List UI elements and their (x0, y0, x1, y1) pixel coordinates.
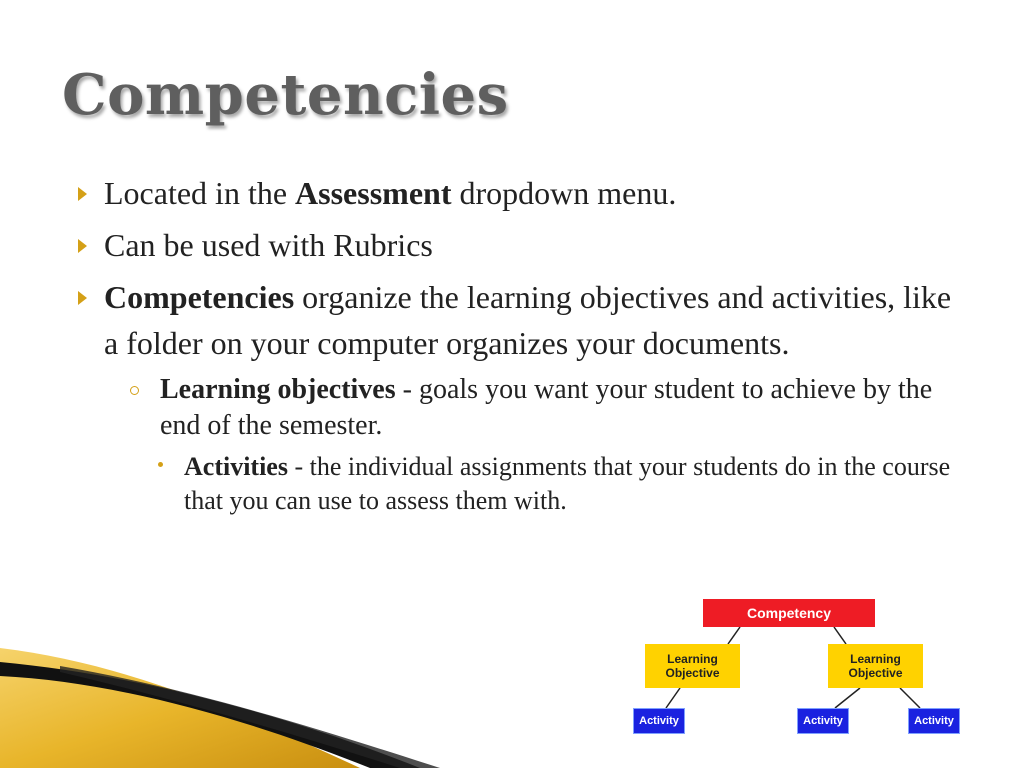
bullet-rubrics: Can be used with Rubrics (72, 222, 952, 268)
bullet-competencies: Competencies organize the learning objectives and activities, like a folder on your computer organizes your documents. (72, 274, 952, 366)
competency-box: Competency (703, 599, 875, 627)
learning-objective-box-left: Learning Objective (645, 644, 740, 688)
arrow-bullet-icon (78, 291, 87, 305)
ring-bullet-icon (130, 386, 139, 395)
arrow-bullet-icon (78, 187, 87, 201)
dot-bullet-icon (158, 462, 163, 467)
page-title: Competencies (62, 62, 509, 128)
activity-box-1: Activity (633, 708, 685, 734)
sub-bullet-learning-objectives: Learning objectives - goals you want your student to achieve by the end of the semester. (130, 372, 952, 444)
learning-objective-box-right: Learning Objective (828, 644, 923, 688)
arrow-bullet-icon (78, 239, 87, 253)
bullet-list (72, 170, 952, 518)
activity-box-3: Activity (908, 708, 960, 734)
competency-diagram (630, 596, 960, 736)
activity-box-2: Activity (797, 708, 849, 734)
bullet-assessment: Located in the Assessment dropdown menu. (72, 170, 952, 216)
sub-sub-bullet-activities: Activities - the individual assignments that your students do in the course that you can use to assess them with. (156, 450, 952, 518)
